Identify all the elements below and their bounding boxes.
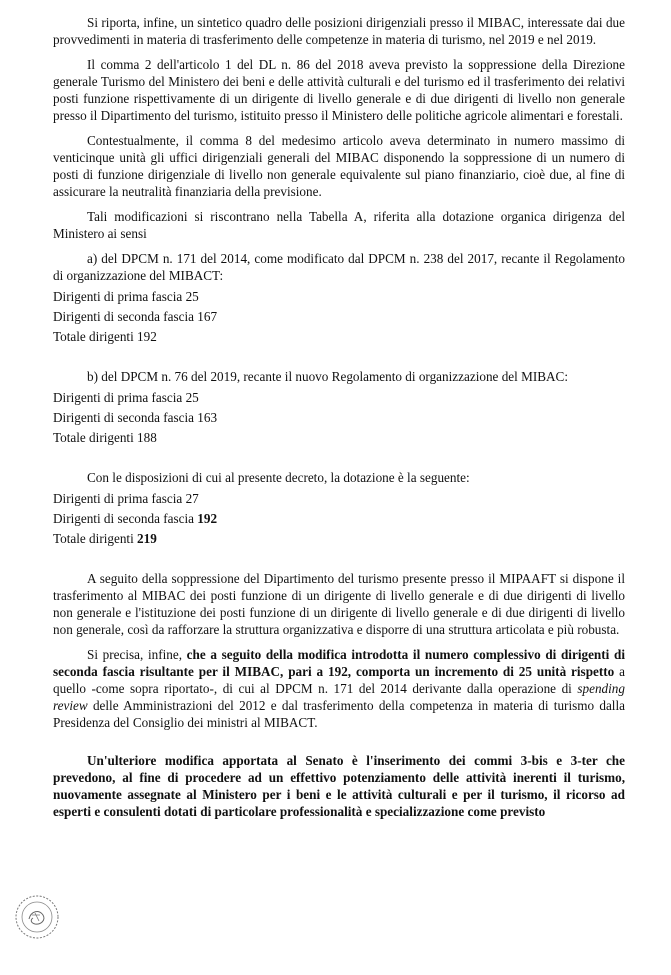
list-b-line: Dirigenti di prima fascia 25 (53, 390, 199, 405)
paragraph-item-a: a) del DPCM n. 171 del 2014, come modificato dal DPCM n. 238 del 2017, recante il Regolamento di organizzazione del MIBACT: (53, 251, 625, 283)
list-c-number: 219 (137, 531, 157, 546)
paragraph-tabella-a: Tali modificazioni si riscontrano nella Tabella A, riferita alla dotazione organica dirigenza del Ministero ai sensi (53, 209, 625, 241)
bold-run: che a seguito della modifica introdotta il numero complessivo di dirigenti di seconda fascia risultante per il MIBAC, pari a 192, comporta un incremento di 25 unità rispetto (53, 647, 625, 679)
document-page (53, 14, 625, 820)
list-c-line (53, 509, 625, 529)
bold-run: Un'ulteriore modifica apportata al Senato è l'inserimento dei commi 3-bis e 3-ter che prevedono, al fine di procedere ad un effettivo potenziamento delle attività inerenti il turismo, nuovamente assegnate al Ministero per i beni e le attività culturali e per il turismo, il ricorso ad esperti e consulenti dotati di particolare professionalità e specializzazione come previsto (53, 753, 625, 819)
list-a-line: Dirigenti di seconda fascia 167 (53, 309, 218, 324)
seal-stamp-icon (13, 893, 61, 941)
paragraph-summary-intro: Si riporta, infine, un sintetico quadro delle posizioni dirigenziali presso il MIBAC, interessate dai due provvedimenti in materia di trasferimento delle competenze in materia di turismo, nel 2019 e nel 2019. (53, 15, 625, 47)
list-c-line (53, 529, 625, 549)
paragraph-senate-amendment (53, 752, 625, 820)
paragraph-mipaaft-transfer: A seguito della soppressione del Dipartimento del turismo presente presso il MIPAAFT si dispone il trasferimento al MIBAC dei posti funzione di un dirigente di livello generale e di due dirigenti di livello non generale e l'istituzione dei posti funzione di un dirigente di livello generale e di due dirigenti di livello non generale, così da rafforzare la struttura organizzativa e disporre di una struttura articolata e più robusta. (53, 571, 625, 637)
text-run: Si precisa, infine, (87, 647, 187, 662)
text-run: a quello -come sopra riportato-, di cui al DPCM n. 171 del 2014 derivante dalla operazione di (53, 664, 625, 696)
paragraph-new-allocation: Con le disposizioni di cui al presente decreto, la dotazione è la seguente: (87, 470, 470, 485)
list-b-line: Totale dirigenti 188 (53, 430, 157, 445)
list-c-number: 192 (197, 511, 218, 526)
staff-list-b (53, 388, 625, 448)
paragraph-final-note (53, 646, 625, 731)
paragraph-dl-86-2018: Il comma 2 dell'articolo 1 del DL n. 86 del 2018 aveva previsto la soppressione della Direzione generale Turismo del Ministero dei beni e delle attività culturali e del turismo ed il trasferimento dei relativi posti funzione rispettivamente di un dirigente di livello generale e di due dirigenti di livello non generale presso il Dipartimento del turismo, istituito presso il Ministero delle politiche agricole alimentari e forestali. (53, 57, 625, 123)
italic-run: spending review (53, 681, 625, 713)
list-b-line: Dirigenti di seconda fascia 163 (53, 410, 218, 425)
staff-list-a (53, 287, 625, 347)
list-c-label: Totale dirigenti (53, 531, 138, 546)
text-run: delle Amministrazioni del 2012 e dal trasferimento della competenza in materia di turismo dalla Presidenza del Consiglio dei ministri al MIBACT. (53, 698, 625, 730)
list-c-label: Dirigenti di seconda fascia (53, 511, 198, 526)
staff-list-c (53, 489, 625, 549)
paragraph-comma-8: Contestualmente, il comma 8 del medesimo articolo aveva determinato in numero massimo di venticinque unità gli uffici dirigenziali generali del MIBAC disponendo la soppressione di un numero di posti di funzione dirigenziale di livello non generale equivalente sul piano finanziario, cioè due, al fine di assicurare la neutralità finanziaria della previsione. (53, 133, 625, 199)
list-c-line: Dirigenti di prima fascia 27 (53, 491, 199, 506)
list-a-line: Dirigenti di prima fascia 25 (53, 289, 199, 304)
paragraph-item-b: b) del DPCM n. 76 del 2019, recante il nuovo Regolamento di organizzazione del MIBAC: (87, 369, 569, 384)
list-a-line: Totale dirigenti 192 (53, 329, 157, 344)
